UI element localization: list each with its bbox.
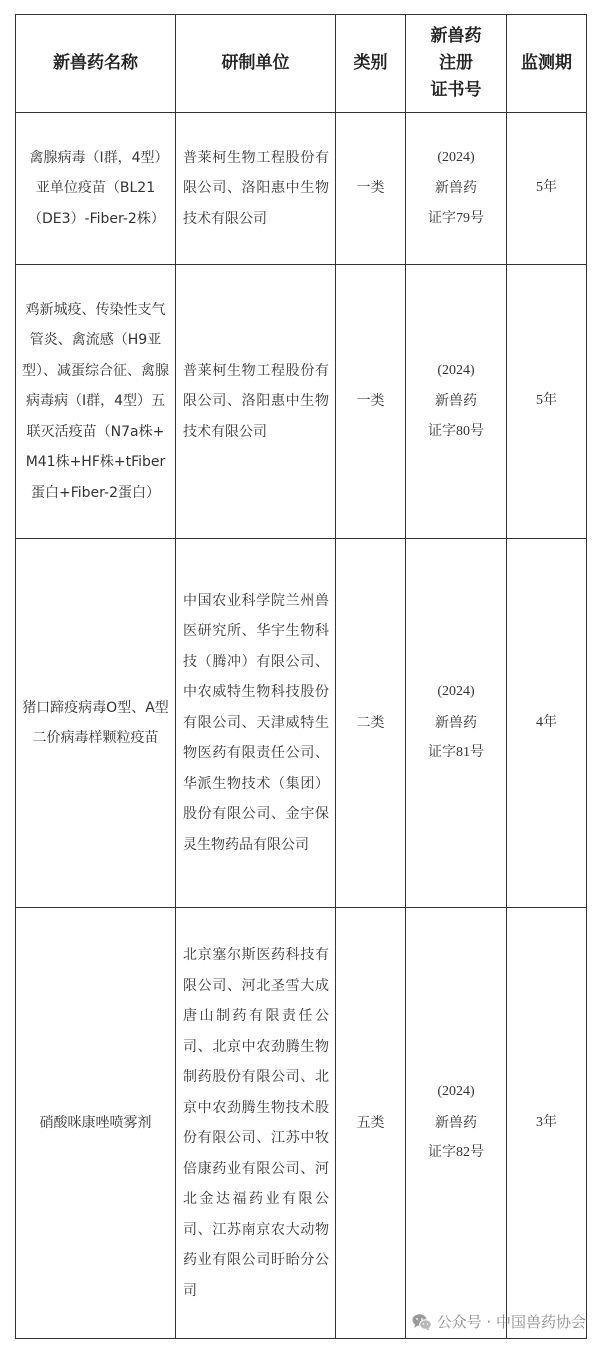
header-cert-line2: 注册: [439, 53, 473, 73]
row-name: 鸡新城疫、传染性支气管炎、禽流感（H9亚型）、减蛋综合征、禽腺病毒病（I群，4型）五联灭活疫苗（N7a株+M41株+HF株+tFiber蛋白+Fiber-2蛋白）: [16, 265, 176, 539]
table-row: [16, 113, 587, 265]
vaccine-registration-table: [15, 14, 587, 1339]
cert-prefix: 新兽药: [435, 393, 477, 410]
row-cert: [406, 265, 507, 539]
row-category: 一类: [336, 265, 406, 539]
row-name: 硝酸咪康唑喷雾剂: [16, 908, 176, 1339]
cert-number: 证字82号: [428, 1145, 484, 1161]
table-row: [16, 265, 587, 539]
row-cert: [406, 908, 507, 1339]
row-category: 一类: [336, 113, 406, 265]
header-cert: [406, 15, 507, 113]
cert-number: 证字79号: [428, 210, 484, 226]
header-period: 监测期: [507, 15, 587, 113]
table-row: [16, 539, 587, 908]
row-cert: [406, 539, 507, 908]
table-row: [16, 908, 587, 1339]
header-cert-line3: 证书号: [430, 80, 482, 100]
cert-prefix: 新兽药: [435, 1114, 477, 1131]
row-category: 二类: [336, 539, 406, 908]
cert-year: (2024): [437, 362, 475, 378]
header-name: 新兽药名称: [16, 15, 176, 113]
row-unit: 普莱柯生物工程股份有限公司、洛阳惠中生物技术有限公司: [176, 265, 336, 539]
cert-year: (2024): [437, 1084, 475, 1100]
table-header-row: [16, 15, 587, 113]
row-period: 3年: [507, 908, 587, 1339]
row-category: 五类: [336, 908, 406, 1339]
cert-year: (2024): [437, 684, 475, 700]
wechat-icon: [412, 1313, 432, 1331]
row-period: 4年: [507, 539, 587, 908]
cert-number: 证字81号: [428, 745, 484, 761]
header-unit: 研制单位: [176, 15, 336, 113]
row-period: 5年: [507, 113, 587, 265]
row-cert: [406, 113, 507, 265]
header-category: 类别: [336, 15, 406, 113]
row-period: 5年: [507, 265, 587, 539]
header-cert-line1: 新兽药: [430, 26, 482, 46]
cert-number: 证字80号: [428, 423, 484, 439]
cert-prefix: 新兽药: [435, 180, 477, 197]
row-name: 禽腺病毒（I群，4型）亚单位疫苗（BL21（DE3）-Fiber-2株）: [16, 113, 176, 265]
row-unit: 北京塞尔斯医药科技有限公司、河北圣雪大成唐山制药有限责任公司、北京中农劲腾生物制药股份有限公司、北京中农劲腾生物技术股份有限公司、江苏中牧倍康药业有限公司、河北金达福药业有限公司、江苏南京农大动物药业有限公司盱眙分公司: [176, 908, 336, 1339]
row-unit: 普莱柯生物工程股份有限公司、洛阳惠中生物技术有限公司: [176, 113, 336, 265]
row-unit: 中国农业科学院兰州兽医研究所、华宇生物科技（腾冲）有限公司、中农威特生物科技股份有限公司、天津威特生物医药有限责任公司、华派生物技术（集团）股份有限公司、金宇保灵生物药品有限公司: [176, 539, 336, 908]
row-name: 猪口蹄疫病毒O型、A型二价病毒样颗粒疫苗: [16, 539, 176, 908]
watermark-text: 公众号 · 中国兽药协会: [436, 1313, 586, 1331]
source-watermark: [412, 1311, 586, 1332]
cert-year: (2024): [437, 149, 475, 165]
cert-prefix: 新兽药: [435, 714, 477, 731]
